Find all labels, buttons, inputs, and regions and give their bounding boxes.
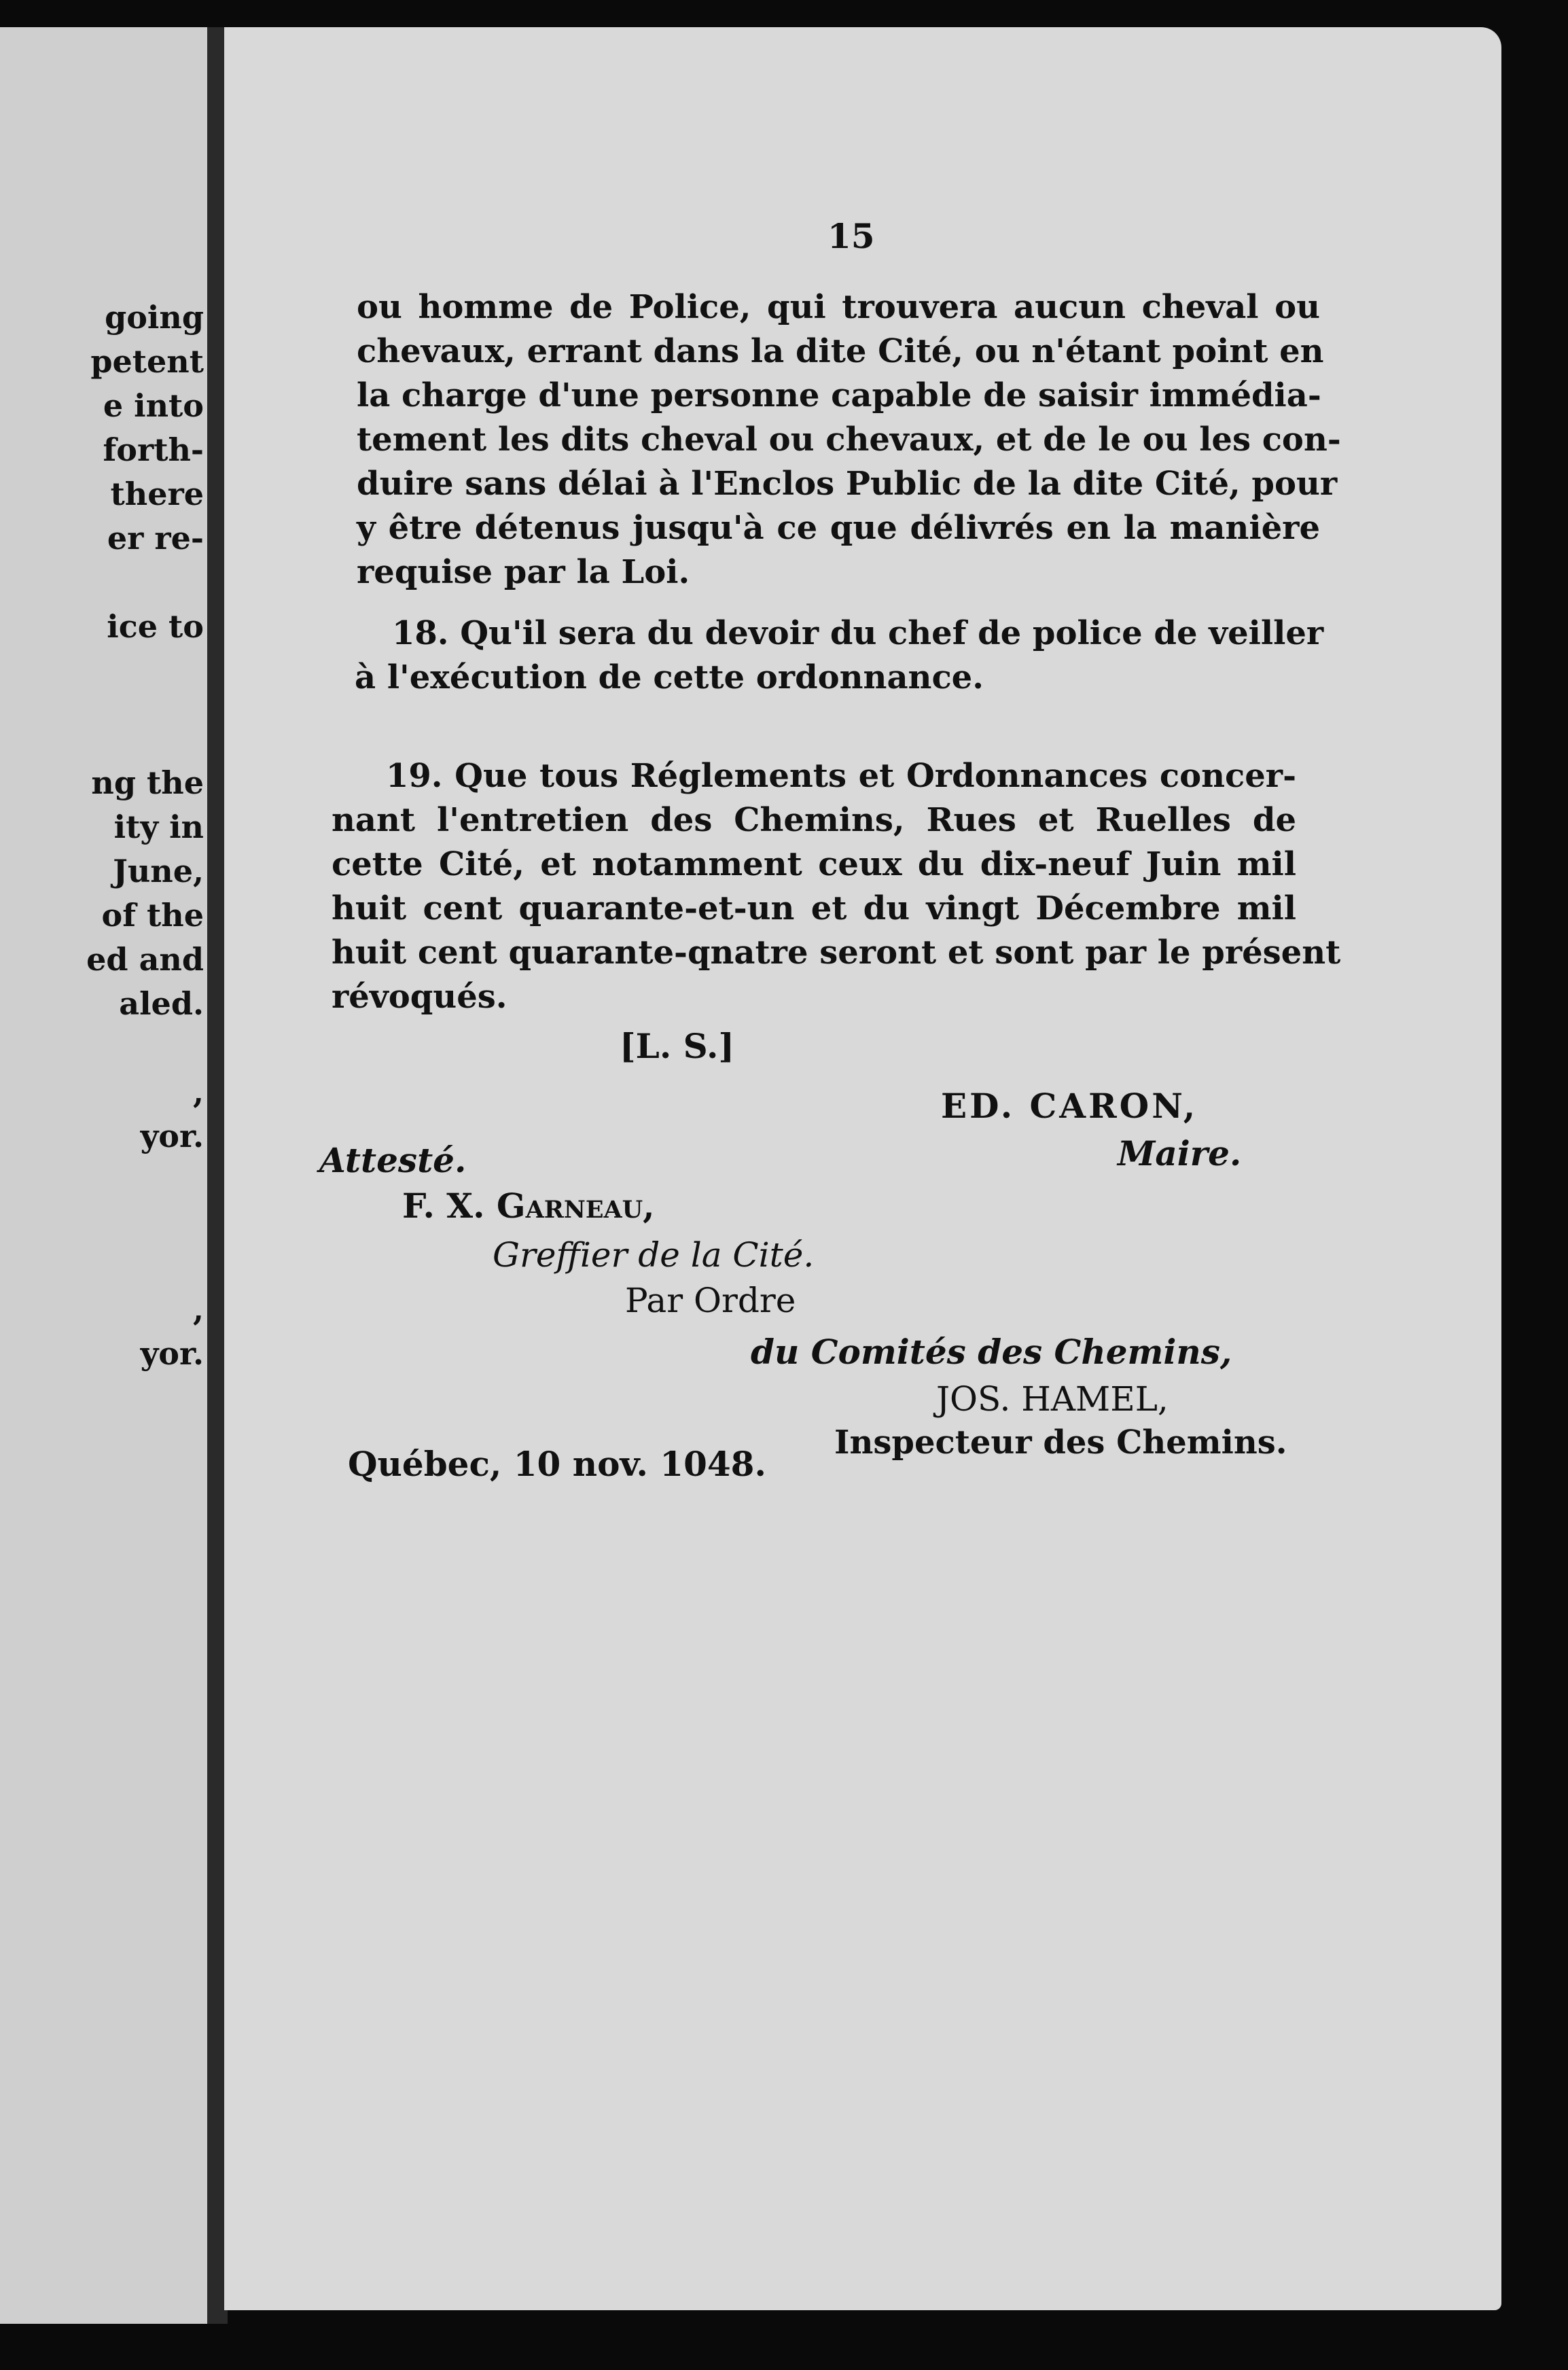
article-18 [355, 612, 1324, 700]
left-page-line: aled. [119, 985, 204, 1022]
left-page-line: of the [101, 897, 204, 934]
mayor-name: ED. CARON, [941, 1086, 1198, 1126]
paragraph-continuation [357, 285, 1341, 595]
left-page-line: , [192, 1074, 204, 1110]
committee-name: du Comités des Chemins, [751, 1332, 1232, 1372]
text-line: huit cent quarante-qnatre seront et sont par le présent [332, 934, 1341, 972]
left-page-line: going [105, 299, 204, 336]
text-line: la charge d'une personne capable de saisir immédia- [357, 376, 1321, 414]
text-line: 19. Que tous Réglements et Ordonnances concer- [386, 757, 1296, 795]
inspector-title: Inspecteur des Chemins. [834, 1423, 1287, 1462]
left-page-line: petent [90, 343, 204, 380]
text-line: huit cent quarante-et-un et du vingt Décembre mil [332, 889, 1296, 927]
left-page-line: ice to [107, 608, 204, 645]
place-date: Québec, 10 nov. 1048. [348, 1444, 766, 1484]
text-line: cette Cité, et notamment ceux du dix-neuf Juin mil [332, 845, 1296, 883]
seal-mark: [L. S.] [620, 1026, 735, 1066]
left-page-line: yor. [140, 1335, 204, 1372]
left-page-line: yor. [140, 1118, 204, 1154]
text-line: duire sans délai à l'Enclos Public de la dite Cité, pour [357, 465, 1338, 503]
page-number: 15 [827, 216, 875, 256]
text-line: nant l'entretien des Chemins, Rues et Ruelles de [332, 801, 1296, 839]
left-page-line: ed and [86, 941, 204, 978]
left-page-line: e into [103, 387, 204, 424]
left-page-line: ity in [113, 809, 204, 845]
text-line: requise par la Loi. [357, 553, 690, 591]
text-line: tement les dits cheval ou chevaux, et de le ou les con- [357, 421, 1341, 459]
attest-label: Attesté. [319, 1140, 467, 1180]
left-page-fragment [0, 27, 211, 2324]
left-page-line: there [110, 476, 204, 512]
left-page-line: forth- [103, 431, 204, 468]
clerk-name: F. X. Garneau, [402, 1186, 655, 1226]
text-line: révoqués. [332, 978, 507, 1016]
text-line: y être détenus jusqu'à ce que délivrés en la manière [357, 509, 1320, 547]
text-line: chevaux, errant dans la dite Cité, ou n'étant point en [357, 332, 1324, 370]
text-line: 18. Qu'il sera du devoir du chef de police de veiller [392, 614, 1324, 652]
left-page-line: er re- [107, 520, 204, 556]
article-19 [332, 754, 1341, 1019]
inspector-name: JOS. HAMEL, [936, 1379, 1169, 1419]
left-page-line: June, [113, 853, 204, 889]
left-page-line: , [192, 1291, 204, 1328]
clerk-title: Greffier de la Cité. [493, 1235, 815, 1275]
text-line: ou homme de Police, qui trouvera aucun cheval ou [357, 288, 1320, 326]
left-page-line: ng the [91, 764, 204, 801]
mayor-title: Maire. [1118, 1133, 1242, 1173]
by-order: Par Ordre [625, 1281, 796, 1320]
text-line: à l'exécution de cette ordonnance. [355, 658, 984, 696]
